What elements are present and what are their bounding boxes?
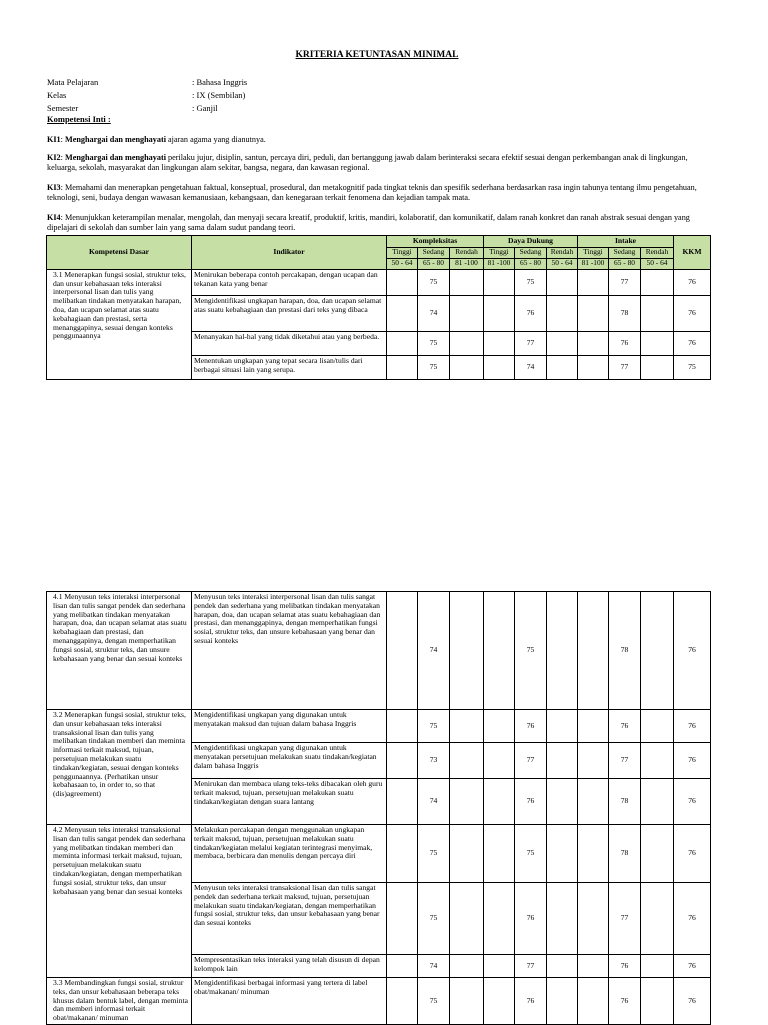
intake-score: 76 [609,955,641,978]
sub-range: 81 -100 [450,258,484,269]
intake-score: 77 [609,883,641,955]
score-cell [387,978,418,1025]
score-cell [387,883,418,955]
kompetensi-dasar-cell: 3.1 Menerapkan fungsi sosial, struktur teks, dan unsur kebahasaan teks interaksi interpersonal lisan dan tulis yang melibatkan tindakan menyatakan harapan, doa, dan ucapan selamat atas suatu kebahagiaan dan prestasi, serta menanggapinya, sesuai dengan konteks penggunaannya [47,269,192,379]
score-cell [484,710,515,743]
score-cell [578,710,609,743]
score-cell [547,355,578,379]
ki-text: Menunjukkan keterampilan menalar, mengolah, dan menyaji secara kreatif, produktif, kritis, mandiri, kolaboratif, dan komunikatif, dalam ranah konkret dan ranah abstrak sesuai dengan yang dipelajari di sekolah dan sumber lain yang sama dalam sudut pandang teori. [47,213,690,232]
score-cell [578,269,609,295]
table-body [47,592,711,1025]
score-cell [450,955,484,978]
kompleksitas-score: 75 [418,883,450,955]
kkm-score: 76 [674,743,711,779]
score-cell [387,743,418,779]
kkm-score: 76 [674,710,711,743]
score-cell [641,269,674,295]
score-cell [484,331,515,355]
score-cell [578,779,609,825]
score-cell [547,883,578,955]
header-intake: Intake [578,236,674,248]
indikator-cell: Menyusun teks interaksi interpersonal lisan dan tulis sangat pendek dan sederhana yang melibatkan tindakan menyatakan harapan, doa, dan ucapan selamat atas suatu kebahagiaan dan prestasi, dan menanggapinya, dengan memperhatikan fungsi sosial, struktur teks, dan unsure kebahasaan yang benar dan sesuai konteks [192,592,387,710]
kompleksitas-score: 75 [418,825,450,883]
score-cell [484,295,515,331]
sub-range: 81 -100 [578,258,609,269]
sub-range: 50 - 64 [641,258,674,269]
score-cell [578,883,609,955]
table-row [47,978,711,1025]
table-row [47,269,711,295]
header-kkm: KKM [674,236,711,270]
intake-score: 77 [609,269,641,295]
daya-dukung-score: 76 [515,978,547,1025]
score-cell [484,955,515,978]
score-cell [641,592,674,710]
kompleksitas-score: 74 [418,779,450,825]
score-cell [578,331,609,355]
score-cell [387,710,418,743]
indikator-cell: Menentukan ungkapan yang tepat secara lisan/tulis dari berbagai situasi lain yang serupa. [192,355,387,379]
score-cell [387,779,418,825]
score-cell [547,331,578,355]
sub-label: Tinggi [484,247,515,258]
score-cell [450,779,484,825]
score-cell [578,743,609,779]
meta-label: Semester [47,103,79,113]
score-cell [578,825,609,883]
daya-dukung-score: 76 [515,295,547,331]
header-kompleksitas: Kompleksitas [387,236,484,248]
score-cell [578,592,609,710]
indikator-cell: Mengidentifikasi ungkapan yang digunakan untuk menyatakan maksud dan tujuan dalam bahasa Inggris [192,710,387,743]
score-cell [547,825,578,883]
table-row [47,825,711,883]
kkm-score: 75 [674,355,711,379]
ki-sep: : [60,213,65,222]
score-cell [578,355,609,379]
kompleksitas-score: 75 [418,355,450,379]
ki-code: KI2 [47,153,61,162]
score-cell [547,592,578,710]
ki-bold: Menghargai dan menghayati [64,153,166,162]
ki-text: Memahami dan menerapkan pengetahuan faktual, konseptual, prosedural, dan metakognitif pada tingkat teknis dan spesifik sederhana berdasarkan rasa ingin tahunya tentang ilmu pengetahuan, teknologi, seni, budaya dengan wawasan kemanusiaan, kebangsaan, dan kenegaraan terkait fenomena dan kejadian tampak mata. [47,183,697,202]
kompetensi-dasar-cell: 3.2 Menerapkan fungsi sosial, struktur teks, dan unsur kebahasaan teks interaksi transaksional lisan dan tulis yang melibatkan tindakan memberi dan meminta informasi terkait maksud, tujuan, persetujuan melakukan suatu tindakan/kegiatan, sesuai dengan konteks penggunaannya. (Perhatikan unsur kebahasaan to, in order to, so that (dis)agreement) [47,710,192,825]
document-title: KRITERIA KETUNTASAN MINIMAL [295,50,459,60]
sub-label: Rendah [641,247,674,258]
intake-score: 76 [609,978,641,1025]
score-cell [387,331,418,355]
sub-range: 81 -100 [484,258,515,269]
sub-label: Sedang [418,247,450,258]
kompetensi-dasar-cell: 4.2 Menyusun teks interaksi transaksional lisan dan tulis sangat pendek dan sederhana yang melibatkan tindakan memberi dan meminta informasi terkait maksud, tujuan, persetujuan melakukan suatu tindakan/kegiatan, dengan memperhatikan fungsi sosial, struktur teks, dan unsur kebahasaan yang benar dan sesuai konteks [47,825,192,978]
intake-score: 78 [609,592,641,710]
ki-text: perilaku jujur, disiplin, santun, percaya diri, peduli, dan bertanggung jawab dalam berinteraksi secara efektif sesuai dengan perkembangan anak di lingkungan, keluarga, sekolah, masyarakat dan lingkungan alam sekitar, bangsa, negara, dan kawasan regional. [47,153,688,172]
score-cell [387,592,418,710]
indikator-cell: Mengidentifikasi ungkapan yang digunakan untuk menyatakan persetujuan melakukan suatu tindakan/kegiatan dalam bahasa Inggris [192,743,387,779]
score-cell [450,710,484,743]
score-cell [450,295,484,331]
score-cell [578,978,609,1025]
kkm-score: 76 [674,978,711,1025]
meta-label: Kelas [47,90,67,100]
table-body [47,269,711,379]
score-cell [547,295,578,331]
kompleksitas-score: 74 [418,592,450,710]
kompleksitas-score: 75 [418,710,450,743]
kompleksitas-score: 73 [418,743,450,779]
intake-score: 76 [609,331,641,355]
kkm-table-part-1 [46,235,711,380]
score-cell [578,295,609,331]
score-cell [387,955,418,978]
score-cell [641,825,674,883]
indikator-cell: Menirukan beberapa contoh percakapan, dengan ucapan dan tekanan kata yang benar [192,269,387,295]
intake-score: 78 [609,779,641,825]
kompleksitas-score: 75 [418,978,450,1025]
score-cell [387,825,418,883]
score-cell [641,710,674,743]
sub-label: Tinggi [387,247,418,258]
score-cell [387,295,418,331]
indikator-cell: Melakukan percakapan dengan menggunakan ungkapan terkait maksud, tujuan, persetujuan melakukan suatu tindakan/kegiatan melalui kegiatan terintegrasi menyimak, membaca, berbicara dan menulis dengan percaya diri [192,825,387,883]
score-cell [484,779,515,825]
sub-label: Tinggi [578,247,609,258]
sub-label: Rendah [547,247,578,258]
score-cell [547,269,578,295]
score-cell [547,743,578,779]
meta-value: : Ganjil [192,103,218,113]
score-cell [484,883,515,955]
indikator-cell: Menirukan dan membaca ulang teks-teks dibacakan oleh guru terkait maksud, tujuan, persetujuan melakukan suatu tindakan/kegiatan dengan suara lantang [192,779,387,825]
ki-item-2 [47,153,713,173]
sub-label: Rendah [450,247,484,258]
kkm-score: 76 [674,331,711,355]
intake-score: 77 [609,743,641,779]
daya-dukung-score: 77 [515,955,547,978]
sub-range: 65 - 80 [418,258,450,269]
ki-sep: : [60,153,65,162]
score-cell [641,883,674,955]
score-cell [641,743,674,779]
meta-label: Mata Pelajaran [47,77,99,87]
score-cell [450,592,484,710]
score-cell [641,955,674,978]
indikator-cell: Mengidentifikasi ungkapan harapan, doa, dan ucapan selamat atas suatu kebahagiaan dan prestasi dari teks yang dibaca [192,295,387,331]
daya-dukung-score: 77 [515,743,547,779]
ki-sep: : [60,183,65,192]
intake-score: 78 [609,295,641,331]
daya-dukung-score: 77 [515,331,547,355]
daya-dukung-score: 75 [515,825,547,883]
sub-label: Sedang [515,247,547,258]
score-cell [387,355,418,379]
intake-score: 77 [609,355,641,379]
intake-score: 76 [609,710,641,743]
kkm-table-part-2 [46,591,711,1025]
meta-value: : IX (Sembilan) [192,90,246,100]
score-cell [484,743,515,779]
score-cell [641,355,674,379]
header-kompetensi-dasar: Kompetensi Dasar [47,236,192,270]
score-cell [547,779,578,825]
table-row [47,592,711,710]
kkm-score: 76 [674,269,711,295]
score-cell [450,743,484,779]
ki-item-3 [47,183,713,203]
score-cell [450,825,484,883]
indikator-cell: Mengidentifikasi berbagai informasi yang tertera di label obat/makanan/ minuman [192,978,387,1025]
score-cell [641,295,674,331]
indikator-cell: Mempresentasikan teks interaksi yang telah disusun di depan kelompok lain [192,955,387,978]
score-cell [484,978,515,1025]
score-cell [578,955,609,978]
daya-dukung-score: 76 [515,779,547,825]
score-cell [484,269,515,295]
score-cell [641,331,674,355]
ki-code: KI4 [47,213,61,222]
sub-range: 65 - 80 [515,258,547,269]
kompetensi-dasar-cell: 4.1 Menyusun teks interaksi interpersonal lisan dan tulis sangat pendek dan sederhana yang melibatkan tindakan menyatakan harapan, doa, dan ucapan selamat atas suatu kebahagiaan dan prestasi, dan menanggapinya, dengan memperhatikan fungsi sosial, struktur teks, dan unsure kebahasaan yang benar dan sesuai konteks [47,592,192,710]
kompleksitas-score: 75 [418,269,450,295]
meta-value: : Bahasa Inggris [192,77,248,87]
indikator-cell: Menanyakan hal-hal yang tidak diketahui atau yang berbeda. [192,331,387,355]
kkm-score: 76 [674,779,711,825]
ki-heading: Kompetensi Inti : [47,114,111,124]
header-indikator: Indikator [192,236,387,270]
kompleksitas-score: 74 [418,955,450,978]
daya-dukung-score: 75 [515,269,547,295]
ki-bold: Menghargai dan menghayati [64,135,166,144]
table-row [47,710,711,743]
score-cell [547,710,578,743]
kompleksitas-score: 74 [418,295,450,331]
kkm-score: 76 [674,883,711,955]
sub-range: 50 - 64 [387,258,418,269]
intake-score: 78 [609,825,641,883]
score-cell [641,978,674,1025]
ki-code: KI1 [47,135,61,144]
ki-code: KI3 [47,183,61,192]
daya-dukung-score: 76 [515,883,547,955]
score-cell [387,269,418,295]
kompleksitas-score: 75 [418,331,450,355]
header-daya-dukung: Daya Dukung [484,236,578,248]
score-cell [547,955,578,978]
daya-dukung-score: 74 [515,355,547,379]
daya-dukung-score: 76 [515,710,547,743]
kompetensi-dasar-cell: 3.3 Membandingkan fungsi sosial, struktur teks, dan unsur kebahasaan beberapa teks khusus dalam bentuk label, dengan meminta dan memberi informasi terkait obat/makanan/ minuman [47,978,192,1025]
score-cell [484,825,515,883]
daya-dukung-score: 75 [515,592,547,710]
kkm-score: 76 [674,592,711,710]
kkm-score: 76 [674,825,711,883]
score-cell [450,978,484,1025]
score-cell [641,779,674,825]
indikator-cell: Menyusun teks interaksi transaksional lisan dan tulis sangat pendek dan sederhana terkait maksud, tujuan, persetujuan melakukan suatu tindakan/kegiatan, dengan memperhatikan fungsi sosial, struktur teks, dan unsur kebahasaan yang benar dan sesuai konteks [192,883,387,955]
ki-item-1 [47,135,713,145]
score-cell [450,883,484,955]
kkm-score: 76 [674,295,711,331]
score-cell [547,978,578,1025]
score-cell [450,269,484,295]
score-cell [484,355,515,379]
sub-range: 65 - 80 [609,258,641,269]
kkm-score: 76 [674,955,711,978]
sub-label: Sedang [609,247,641,258]
score-cell [484,592,515,710]
ki-sep: : [60,135,65,144]
score-cell [450,355,484,379]
ki-text: ajaran agama yang dianutnya. [165,135,266,144]
score-cell [450,331,484,355]
sub-range: 50 - 64 [547,258,578,269]
ki-item-4 [47,213,713,233]
